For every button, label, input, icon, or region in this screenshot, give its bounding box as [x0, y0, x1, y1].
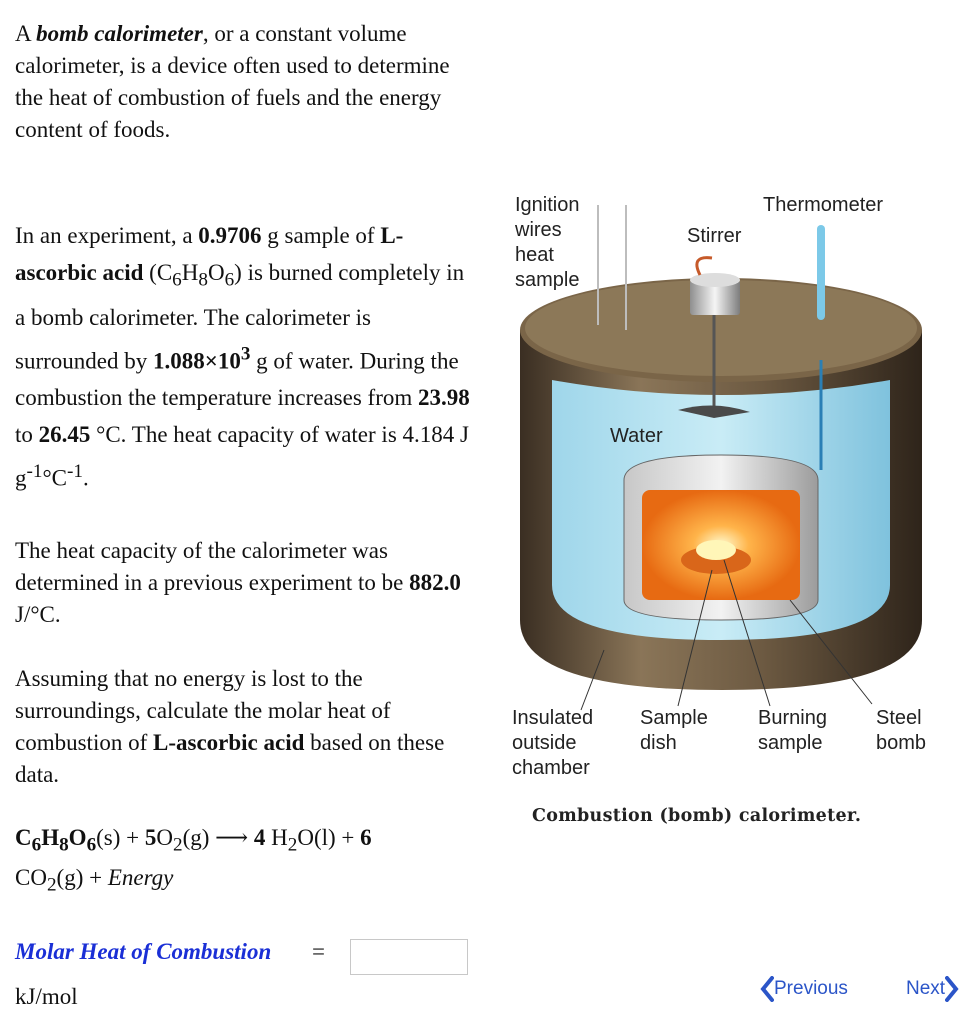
- answer-label: Molar Heat of Combustion: [15, 939, 272, 964]
- label-water: Water: [610, 425, 663, 447]
- temp-end: 26.45: [38, 422, 91, 448]
- previous-label: Previous: [774, 978, 848, 1000]
- next-button[interactable]: [906, 976, 959, 1002]
- label-ignition-wires: Ignition wires heat sample: [515, 194, 580, 291]
- label-stirrer: Stirrer: [687, 225, 742, 247]
- intro-paragraph: A bomb calorimeter, or a constant volume calorimeter, is a device often used to determine the heat of combustion of fuels and the energy content of foods.: [15, 21, 450, 142]
- reaction-arrow: ⟶: [215, 825, 249, 850]
- calorimeter-paragraph: The heat capacity of the calorimeter was determined in a previous experiment to be 882.0 J/°C.: [15, 538, 461, 627]
- answer-input[interactable]: [350, 939, 468, 975]
- previous-button[interactable]: [760, 976, 848, 1002]
- calorimeter-heat-capacity: 882.0: [409, 570, 461, 595]
- diagram-caption: Combustion (bomb) calorimeter.: [532, 806, 862, 826]
- combustion-equation: $C_6H_8O_6(s) + 5O_2(g)$ ⟶ 4 $H_2O(l) + 6$ $CO_2(g)$ + Energy: [15, 825, 372, 896]
- label-sample-dish: Sample dish: [640, 707, 708, 754]
- bomb-calorimeter-term: bomb calorimeter: [36, 21, 203, 46]
- question-paragraph: Assuming that no energy is lost to the surroundings, calculate the molar heat of combustion of L-ascorbic acid based on these data.: [15, 666, 445, 787]
- label-insulated-chamber: Insulated outside chamber: [512, 707, 594, 779]
- chevron-left-icon: [760, 976, 774, 1002]
- temp-start: 23.98: [418, 385, 470, 411]
- sample-mass: 0.9706: [198, 223, 262, 248]
- answer-unit: kJ/mol: [15, 984, 78, 1009]
- label-thermometer: Thermometer: [763, 194, 884, 216]
- label-steel-bomb: Steel bomb: [876, 707, 927, 754]
- label-burning-sample: Burning sample: [758, 707, 827, 754]
- water-mass: 1.088×10: [152, 348, 241, 374]
- experiment-paragraph: In an experiment, a 0.9706 g sample of L-ascorbic acid $(C_6H_8O_6)$ is burned completely in a bomb calorimeter. The calorimeter is surrounded by $1.088\times 10^3$ g of water. During the combustion the temperature increases from 23.98 to 26.45 °C. The heat capacity of water is 4.184 J $g^{-1}^\circ C^{-1}$.: [15, 223, 470, 491]
- next-label: Next: [906, 978, 946, 1000]
- chevron-right-icon: [945, 976, 959, 1002]
- equals-sign: =: [312, 939, 325, 964]
- thermometer-rod: [817, 225, 825, 320]
